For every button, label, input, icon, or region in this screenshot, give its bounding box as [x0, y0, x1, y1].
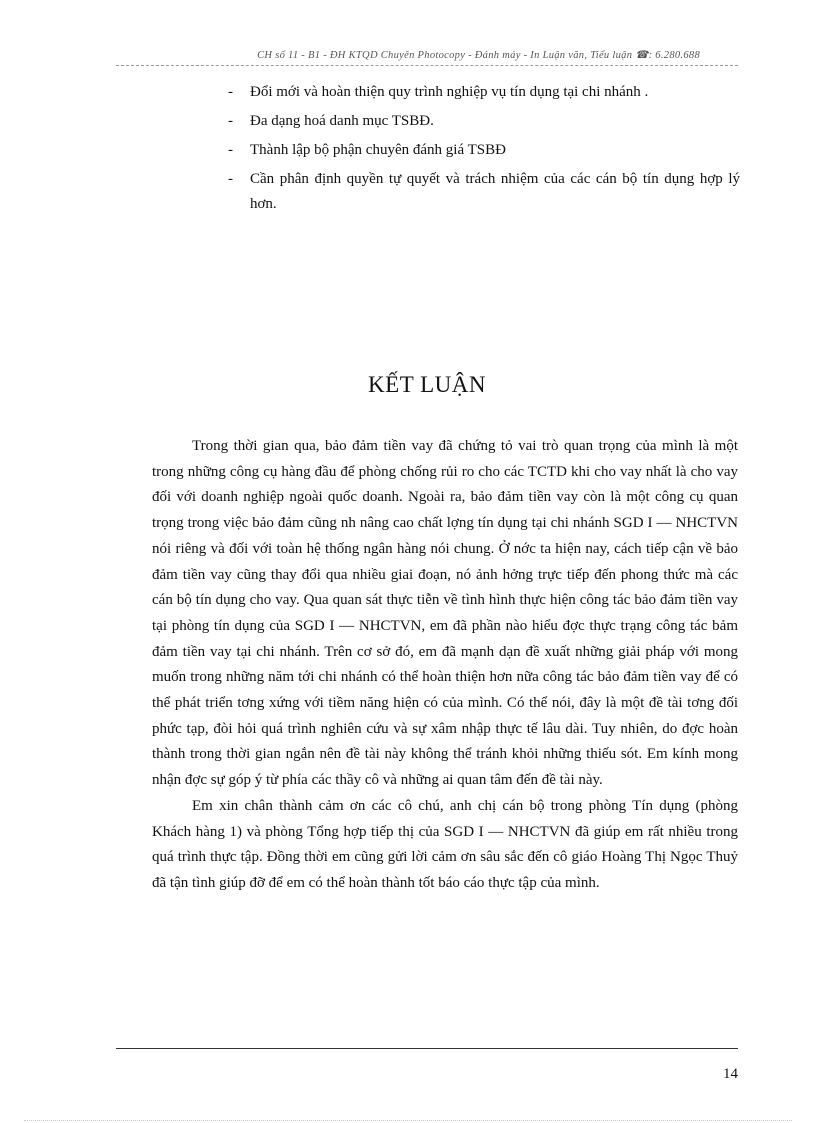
bullet-dash: - — [228, 142, 233, 158]
list-item-text: Cần phân định quyền tự quyết và trách nhiệm của các cán bộ tín dụng hợp lý hơn. — [250, 171, 740, 212]
list-item-text: Đa dạng hoá danh mục TSBĐ. — [250, 113, 434, 129]
page-bottom-border — [24, 1120, 792, 1121]
page-number: 14 — [723, 1066, 738, 1082]
recommendation-list — [228, 80, 740, 221]
footer-divider — [116, 1048, 738, 1049]
list-item-text: Thành lập bộ phận chuyên đánh giá TSBĐ — [250, 142, 506, 158]
list-item-text: Đổi mới và hoàn thiện quy trình nghiệp vụ tín dụng tại chi nhánh . — [250, 84, 649, 100]
bullet-dash: - — [228, 171, 233, 187]
section-title: KẾT LUẬN — [368, 372, 486, 397]
list-item — [228, 80, 740, 105]
conclusion-body — [152, 434, 738, 897]
bullet-dash: - — [228, 113, 233, 129]
list-item — [228, 138, 740, 163]
header-divider — [116, 65, 738, 66]
page-header: CH số 11 - B1 - ĐH KTQD Chuyên Photocopy - Đánh máy - In Luận văn, Tiểu luận ☎: 6.280.688 — [257, 50, 700, 61]
bullet-dash: - — [228, 84, 233, 100]
paragraph: Trong thời gian qua, bảo đảm tiền vay đã chứng tỏ vai trò quan trọng của mình là một trong những công cụ hàng đầu để phòng chống rủi ro cho các TCTD khi cho vay nhất là cho vay đối với doanh nghiệp ngoài quốc doanh. Ngoài ra, bảo đảm tiền vay còn là một công cụ quan trọng trong việc bảo đảm cũng nh nâng cao chất lợng tín dụng tại chi nhánh SGD I — NHCTVN nói riêng và đối với toàn hệ thống ngân hàng nói chung. Ở nớc ta hiện nay, cách tiếp cận về bảo đảm tiền vay cũng thay đổi qua nhiều giai đoạn, nó ảnh hởng trực tiếp đến phong thức mà các cán bộ tín dụng cho vay. Qua quan sát thực tiễn về tình hình thực hiện công tác bảo đảm tiền vay tại phòng tín dụng của SGD I — NHCTVN, em đã phần nào hiểu đợc thực trạng công tác bảm đảm tiền vay tại chi nhánh. Trên cơ sở đó, em đã mạnh dạn đề xuất những giải pháp với mong muốn trong những năm tới chi nhánh có thể hoàn thiện hơn nữa công tác bảo đảm tiền vay để có thể phát triển tơng xứng với tiềm năng hiện có của mình. Có thể nói, đây là một đề tài tơng đối phức tạp, đòi hỏi quá trình nghiên cứu và sự xâm nhập thực tế lâu dài. Tuy nhiên, do đợc hoàn thành trong thời gian ngắn nên đề tài này không thể tránh khỏi những thiếu sót. Em kính mong nhận đợc sự góp ý từ phía các thầy cô và những ai quan tâm đến đề tài này. — [152, 438, 738, 789]
list-item — [228, 109, 740, 134]
paragraph: Em xin chân thành cảm ơn các cô chú, anh chị cán bộ trong phòng Tín dụng (phòng Khách hàng 1) và phòng Tổng hợp tiếp thị của SGD I — NHCTVN đã giúp em rất nhiều trong quá trình thực tập. Đồng thời em cũng gửi lời cảm ơn sâu sắc đến cô giáo Hoàng Thị Ngọc Thuỷ đã tận tình giúp đỡ để em có thể hoàn thành tốt báo cáo thực tập của mình. — [152, 797, 738, 891]
list-item — [228, 167, 740, 217]
